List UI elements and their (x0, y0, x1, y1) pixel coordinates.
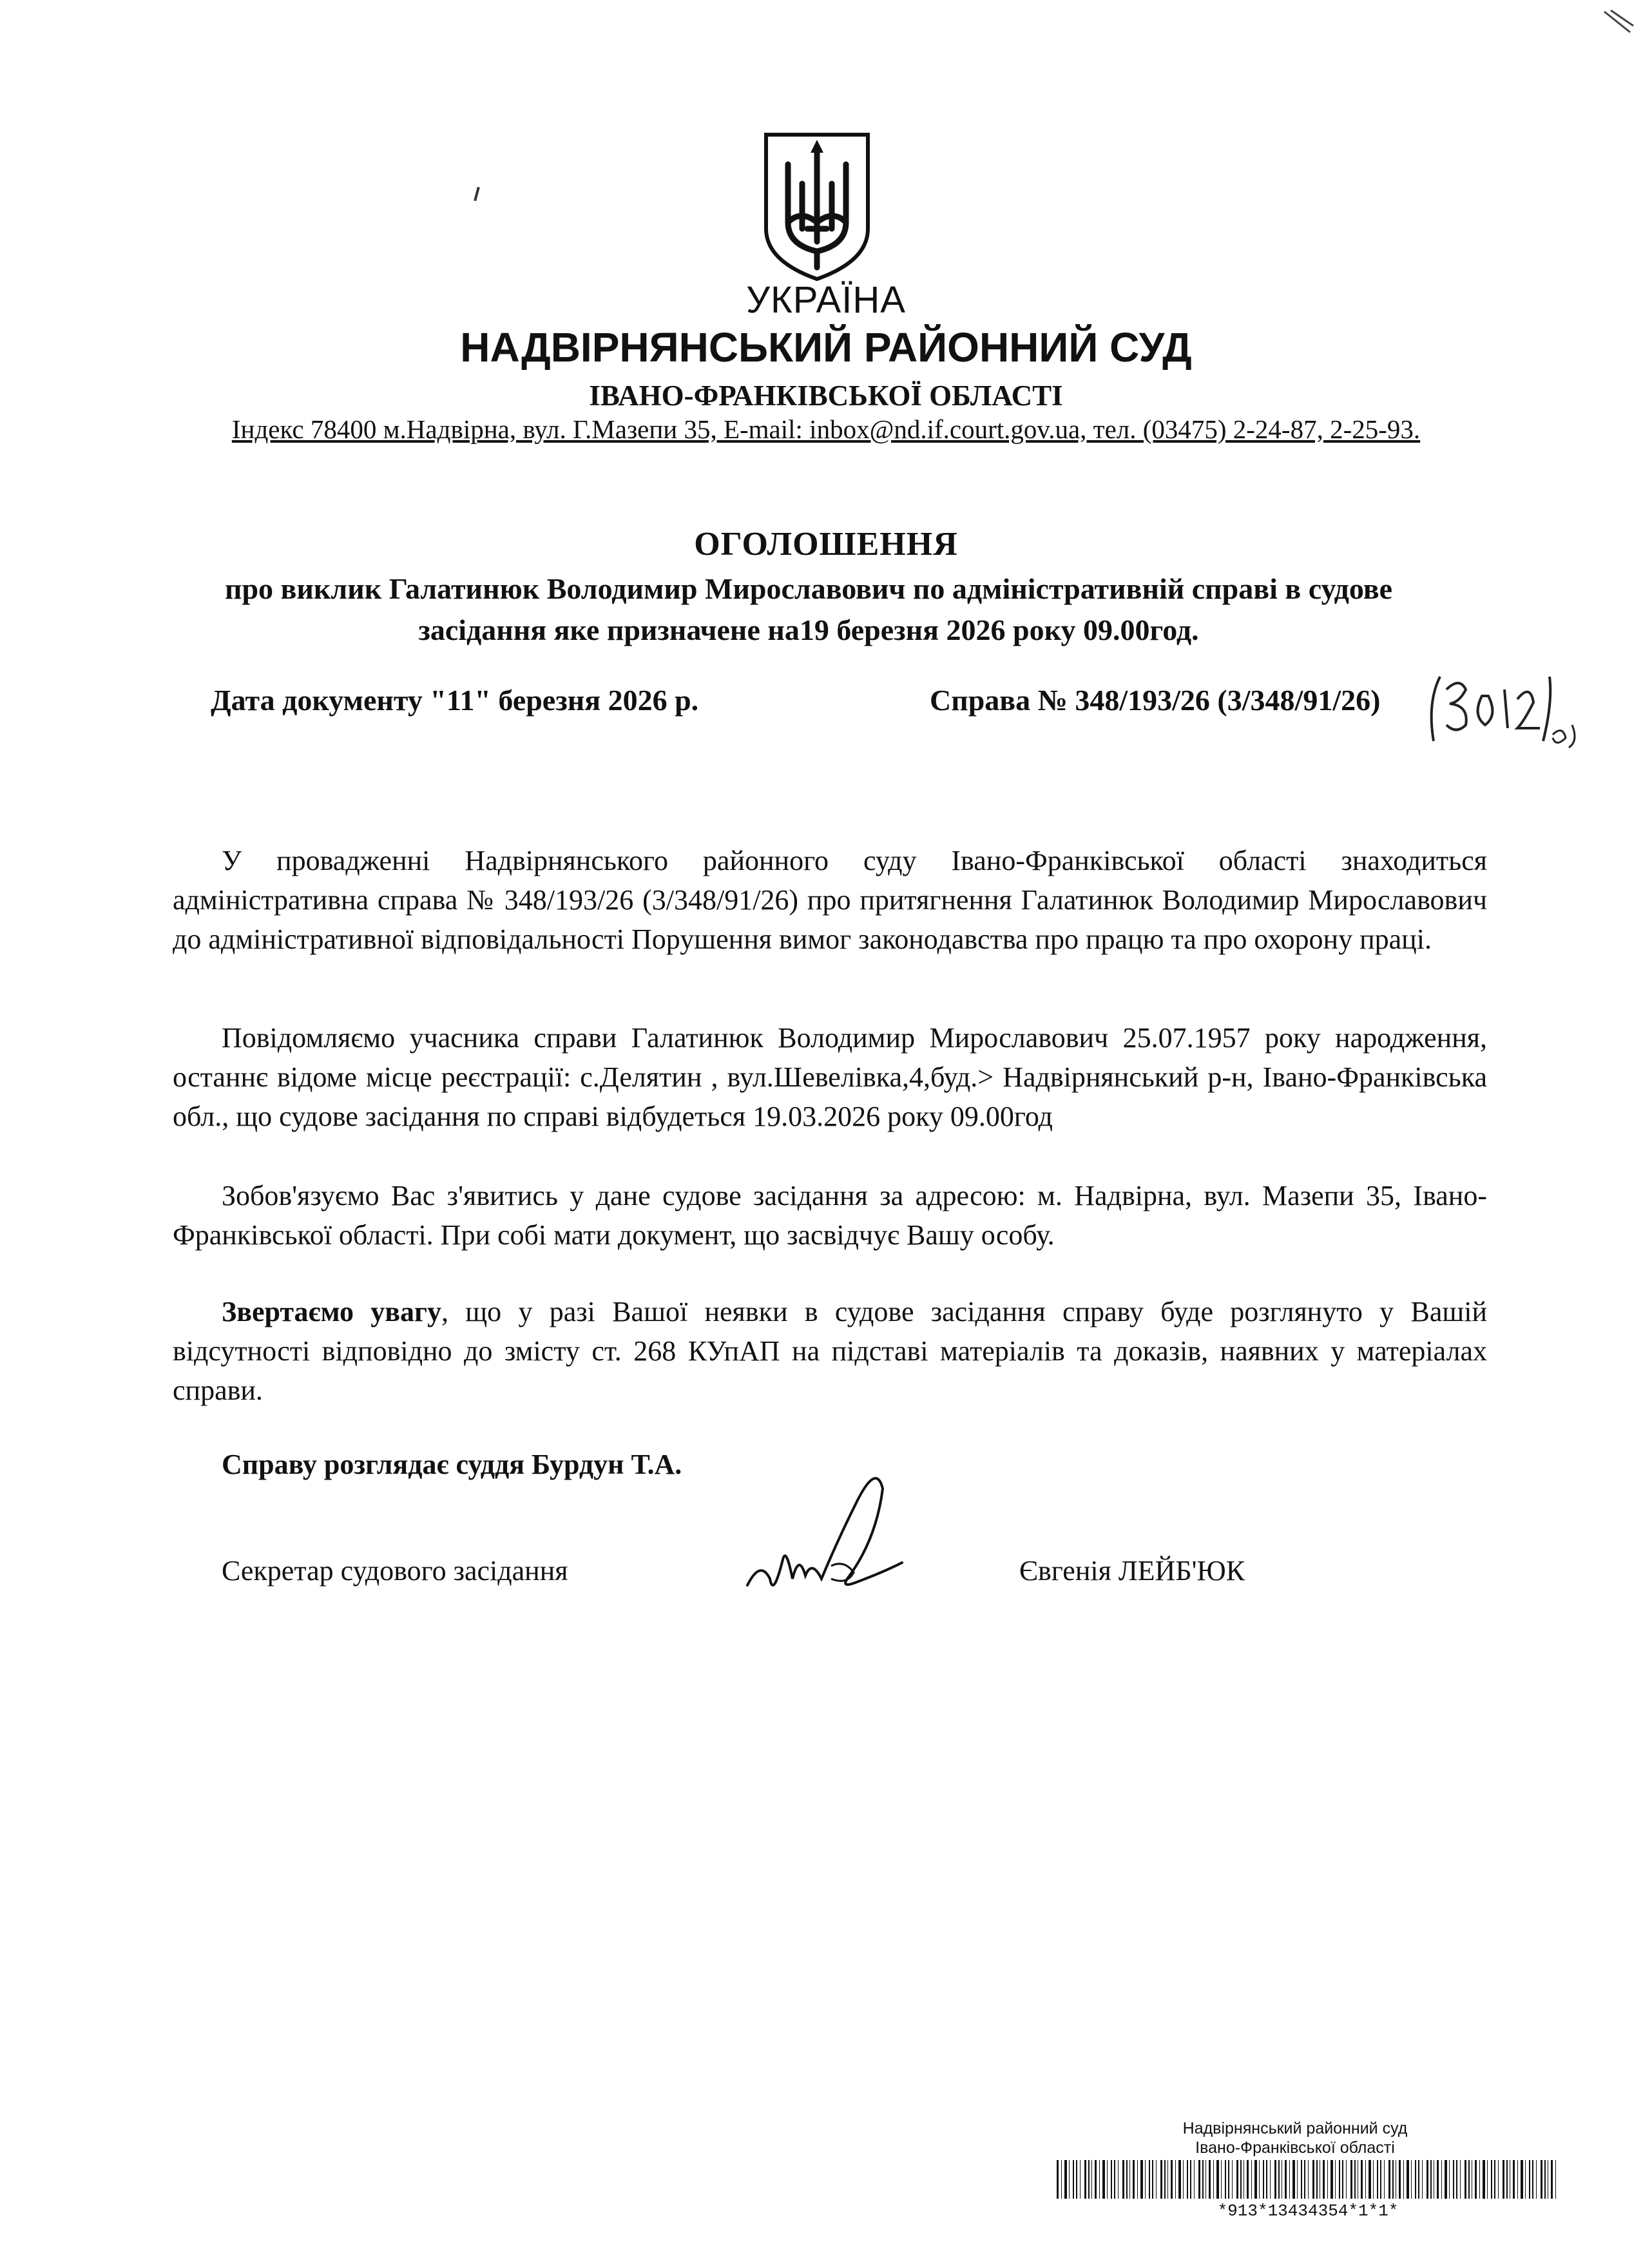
barcode-bar (1544, 2160, 1546, 2199)
attention-label: Звертаємо увагу (222, 1296, 441, 1327)
country-name: УКРАЇНА (746, 279, 906, 321)
barcode-bar (1342, 2160, 1343, 2199)
barcode-bar (1335, 2160, 1336, 2199)
barcode-bar (1369, 2160, 1371, 2199)
barcode-bar (1323, 2160, 1325, 2199)
barcode-bar (1266, 2160, 1267, 2199)
barcode-bar (1129, 2160, 1130, 2199)
barcode-bar (1426, 2160, 1428, 2199)
barcode-bar (1312, 2160, 1314, 2199)
document-date: Дата документу "11" березня 2026 р. (211, 684, 699, 717)
barcode-bar (1380, 2160, 1381, 2199)
barcode-bar (1445, 2160, 1447, 2199)
barcode-bar (1198, 2160, 1200, 2199)
barcode-bar (1213, 2160, 1214, 2199)
barcode-bar (1183, 2160, 1184, 2199)
barcode-bar (1167, 2160, 1168, 2199)
barcode-bar (1102, 2160, 1105, 2199)
barcode-bar (1111, 2160, 1112, 2199)
barcode (1057, 2160, 1559, 2199)
barcode-bar (1460, 2160, 1461, 2199)
barcode-bar (1126, 2160, 1128, 2199)
barcode-bar (1354, 2160, 1356, 2199)
barcode-bar (1449, 2160, 1450, 2199)
paragraph-notification: Повідомляємо учасника справи Галатинюк Володимир Мирославович 25.07.1957 року народження, останнє відоме місце реєстрації: с.Делятин , вул.Шевелівка,4,буд.> Надвірнянський р-н, Івано-Франківська обл., що судове засідання по справі відбудеться 19.03.2026 року 09.00год (173, 1022, 1487, 1132)
barcode-bar (1140, 2160, 1143, 2199)
barcode-bar (1384, 2160, 1385, 2199)
barcode-bar (1494, 2160, 1495, 2199)
secretary-label: Секретар судового засідання (222, 1555, 568, 1587)
barcode-bar (1301, 2160, 1302, 2199)
barcode-bar (1555, 2160, 1556, 2199)
barcode-bar (1483, 2160, 1485, 2199)
barcode-bar (1407, 2160, 1409, 2199)
barcode-bar (1536, 2160, 1537, 2199)
barcode-bar (1221, 2160, 1222, 2199)
barcode-bar (1468, 2160, 1470, 2199)
barcode-bar (1399, 2160, 1401, 2199)
barcode-bar (1187, 2160, 1188, 2199)
barcode-bar (1330, 2160, 1333, 2199)
barcode-bar (1099, 2160, 1100, 2199)
barcode-bar (1430, 2160, 1432, 2199)
signature (735, 1450, 928, 1617)
barcode-bar (1137, 2160, 1138, 2199)
court-name: НАДВІРНЯНСЬКИЙ РАЙОННИЙ СУД (460, 324, 1192, 371)
notice-subtitle-line2: засідання яке призначене на19 березня 2026 року 09.00год. (418, 613, 1199, 646)
barcode-bar (1487, 2160, 1488, 2199)
paragraph-attention (173, 1292, 1487, 1410)
barcode-bar (1084, 2160, 1086, 2199)
barcode-bar (1346, 2160, 1347, 2199)
barcode-bar (1479, 2160, 1480, 2199)
barcode-bar (1133, 2160, 1135, 2199)
barcode-bar (1456, 2160, 1457, 2199)
barcode-bar (1209, 2160, 1211, 2199)
barcode-bar (1308, 2160, 1309, 2199)
barcode-bar (1259, 2160, 1260, 2199)
barcode-bar (1513, 2160, 1515, 2199)
barcode-bar (1225, 2160, 1226, 2199)
barcode-bar (1061, 2160, 1062, 2199)
barcode-bar (1521, 2160, 1523, 2199)
barcode-bar (1327, 2160, 1328, 2199)
stamp-line1: Надвірнянський районний суд (1182, 2119, 1408, 2137)
barcode-number: *913*13434354*1*1* (1217, 2201, 1399, 2221)
barcode-bar (1107, 2160, 1108, 2199)
barcode-bar (1411, 2160, 1412, 2199)
barcode-bar (1285, 2160, 1287, 2199)
notice-subtitle-line1: про виклик Галатинюк Володимир Мирославович по адміністративній справі в судове (224, 572, 1393, 605)
barcode-bar (1441, 2160, 1442, 2199)
barcode-bar (1080, 2160, 1081, 2199)
barcode-bar (1216, 2160, 1219, 2199)
barcode-bar (1437, 2160, 1439, 2199)
barcode-bar (1149, 2160, 1150, 2199)
notice-subtitle (161, 568, 1456, 651)
barcode-bar (1069, 2160, 1070, 2199)
barcode-bar (1503, 2160, 1504, 2199)
barcode-bar (1156, 2160, 1157, 2199)
barcode-bar (1194, 2160, 1195, 2199)
barcode-bar (1202, 2160, 1204, 2199)
barcode-bar (1475, 2160, 1477, 2199)
barcode-bar (1339, 2160, 1340, 2199)
notice-title: ОГОЛОШЕННЯ (694, 526, 958, 563)
barcode-bar (1164, 2160, 1166, 2199)
barcode-bar (1350, 2160, 1352, 2199)
barcode-bar (1525, 2160, 1526, 2199)
barcode-bar (1190, 2160, 1191, 2199)
paragraph-obligation: Зобов'язуємо Вас з'явитись у дане судове засідання за адресою: м. Надвірна, вул. Мазепи 35, Івано-Франківської області. При собі мати документ, що засвідчує Вашу особу. (173, 1180, 1487, 1251)
case-number: Справа № 348/193/26 (3/348/91/26) (930, 684, 1381, 717)
barcode-bar (1297, 2160, 1298, 2199)
barcode-bar (1465, 2160, 1466, 2199)
barcode-bar (1160, 2160, 1162, 2199)
barcode-bar (1453, 2160, 1454, 2199)
barcode-bar (1498, 2160, 1499, 2199)
barcode-bar (1178, 2160, 1181, 2199)
barcode-bar (1388, 2160, 1390, 2199)
barcode-bar (1247, 2160, 1249, 2199)
barcode-bar (1304, 2160, 1305, 2199)
barcode-bar (1517, 2160, 1518, 2199)
barcode-bar (1091, 2160, 1092, 2199)
stamp-court-name (1005, 2119, 1585, 2157)
barcode-bar (1403, 2160, 1404, 2199)
paragraph-case-info: У провадженні Надвірнянського районного суду Івано-Франківської області знаходиться адміністративна справа № 348/193/26 (3/348/91/26) про притягнення Галатинюк Володимир Мирославович до адміністративної відповідальності Порушення вимог законодавства про працю та про охорону праці. (173, 845, 1487, 955)
barcode-bar (1365, 2160, 1366, 2199)
barcode-bar (1145, 2160, 1146, 2199)
barcode-bar (1392, 2160, 1394, 2199)
barcode-bar (1073, 2160, 1074, 2199)
barcode-bar (1114, 2160, 1115, 2199)
court-address: Індекс 78400 м.Надвірна, вул. Г.Мазепи 35, E-mail: inbox@nd.if.court.gov.ua, тел. (03475) 2-24-87, 2-25-93. (231, 414, 1421, 444)
barcode-bar (1551, 2160, 1553, 2199)
coat-of-arms-icon (762, 132, 872, 282)
barcode-bar (1152, 2160, 1153, 2199)
barcode-bar (1418, 2160, 1419, 2199)
barcode-bar (1491, 2160, 1492, 2199)
scan-mark (1598, 6, 1637, 39)
barcode-bar (1316, 2160, 1318, 2199)
barcode-bar (1292, 2160, 1295, 2199)
barcode-bar (1118, 2160, 1119, 2199)
barcode-bar (1529, 2160, 1530, 2199)
barcode-bar (1263, 2160, 1264, 2199)
judge-line: Справу розглядає суддя Бурдун Т.А. (222, 1449, 682, 1480)
barcode-bar (1532, 2160, 1533, 2199)
barcode-bar (1240, 2160, 1242, 2199)
barcode-bar (1274, 2160, 1276, 2199)
barcode-bar (1422, 2160, 1423, 2199)
barcode-bar (1289, 2160, 1290, 2199)
stamp-line2: Івано-Франківської області (1195, 2139, 1395, 2157)
barcode-bar (1095, 2160, 1097, 2199)
barcode-bar (1270, 2160, 1271, 2199)
barcode-bar (1057, 2160, 1059, 2199)
barcode-bar (1076, 2160, 1077, 2199)
barcode-bar (1361, 2160, 1363, 2199)
barcode-bar (1373, 2160, 1374, 2199)
barcode-bar (1254, 2160, 1257, 2199)
secretary-name: Євгенія ЛЕЙБ'ЮК (1019, 1555, 1245, 1587)
barcode-bar (1278, 2160, 1280, 2199)
handwritten-note (1421, 664, 1588, 760)
court-region: ІВАНО-ФРАНКІВСЬКОЇ ОБЛАСТІ (589, 380, 1063, 412)
attention-text: , що у разі Вашої неявки в судове засідання справу буде розглянуто у Вашій відсутності відповідно до змісту ст. 268 КУпАП на підставі матеріалів та доказів, наявних у матеріалах справи. (173, 1296, 1488, 1406)
barcode-bar (1064, 2160, 1067, 2199)
barcode-bar (1377, 2160, 1378, 2199)
barcode-bar (1232, 2160, 1233, 2199)
scan-mark (474, 187, 480, 201)
barcode-bar (1171, 2160, 1173, 2199)
barcode-bar (1228, 2160, 1229, 2199)
barcode-bar (1415, 2160, 1416, 2199)
barcode-bar (1541, 2160, 1542, 2199)
barcode-bar (1122, 2160, 1124, 2199)
barcode-bar (1236, 2160, 1238, 2199)
barcode-bar (1175, 2160, 1176, 2199)
barcode-bar (1251, 2160, 1252, 2199)
barcode-bar (1205, 2160, 1206, 2199)
barcode-bar (1088, 2160, 1090, 2199)
barcode-bar (1506, 2160, 1508, 2199)
